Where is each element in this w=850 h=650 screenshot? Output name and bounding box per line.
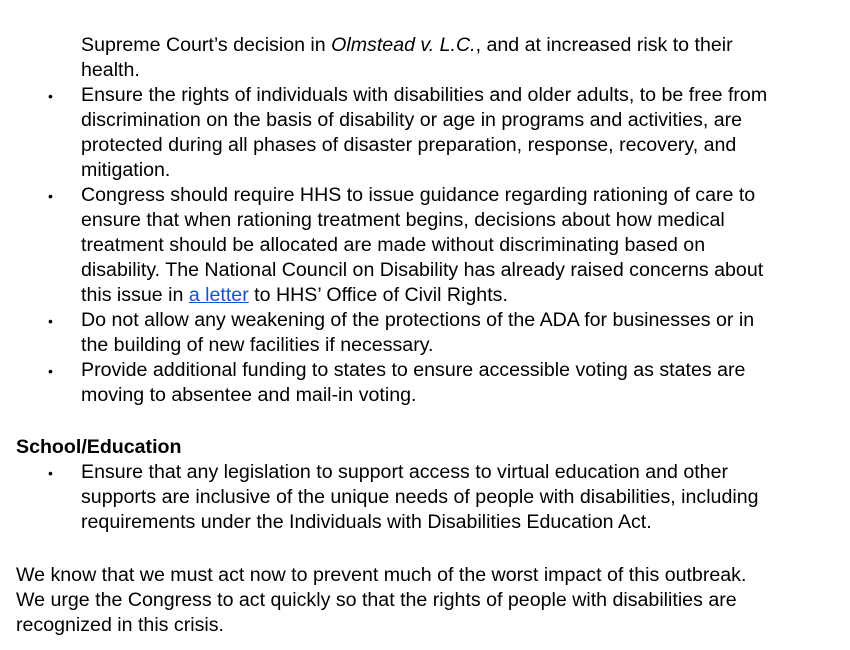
- bullet-3-line: the building of new facilities if necessary.: [81, 334, 434, 356]
- section-heading: School/Education: [16, 436, 182, 458]
- bullet-icon: •: [48, 188, 53, 204]
- bullet-2-line: disability. The National Council on Disability has already raised concerns about: [81, 259, 764, 281]
- intro-line-1: [81, 33, 733, 58]
- bullet-icon: •: [48, 465, 53, 481]
- bullet-4-line: Provide additional funding to states to ensure accessible voting as states are: [81, 359, 746, 381]
- closing-paragraph-line: We urge the Congress to act quickly so that the rights of people with disabilities are: [16, 589, 737, 611]
- bullet-icon: •: [48, 313, 53, 329]
- letter-link[interactable]: a letter: [188, 284, 249, 306]
- education-bullet-line: supports are inclusive of the unique needs of people with disabilities, including: [81, 486, 759, 508]
- bullet-2-line: [81, 283, 508, 308]
- intro-text: , and at increased risk to their: [475, 34, 733, 56]
- bullet-1-line: Ensure the rights of individuals with disabilities and older adults, to be free from: [81, 84, 768, 106]
- education-bullet-line: requirements under the Individuals with Disabilities Education Act.: [81, 511, 652, 533]
- intro-text: Supreme Court’s decision in: [81, 34, 332, 56]
- bullet-4-line: moving to absentee and mail-in voting.: [81, 384, 417, 406]
- bullet-1-line: discrimination on the basis of disability or age in programs and activities, are: [81, 109, 743, 131]
- closing-paragraph-line: recognized in this crisis.: [16, 614, 224, 636]
- bullet-2-line: Congress should require HHS to issue guidance regarding rationing of care to: [81, 184, 756, 206]
- case-name: Olmstead v. L.C.: [331, 34, 476, 56]
- bullet-2-text: this issue in: [81, 284, 189, 306]
- education-bullet-line: Ensure that any legislation to support access to virtual education and other: [81, 461, 728, 483]
- bullet-2-line: treatment should be allocated are made without discriminating based on: [81, 234, 706, 256]
- closing-paragraph-line: We know that we must act now to prevent much of the worst impact of this outbreak.: [16, 564, 747, 586]
- bullet-1-line: mitigation.: [81, 159, 171, 181]
- bullet-3-line: Do not allow any weakening of the protections of the ADA for businesses or in: [81, 309, 755, 331]
- bullet-icon: •: [48, 88, 53, 104]
- intro-line-2: health.: [81, 59, 140, 81]
- bullet-1-line: protected during all phases of disaster preparation, response, recovery, and: [81, 134, 737, 156]
- bullet-2-line: ensure that when rationing treatment begins, decisions about how medical: [81, 209, 725, 231]
- bullet-2-text: to HHS’ Office of Civil Rights.: [248, 284, 508, 306]
- bullet-icon: •: [48, 363, 53, 379]
